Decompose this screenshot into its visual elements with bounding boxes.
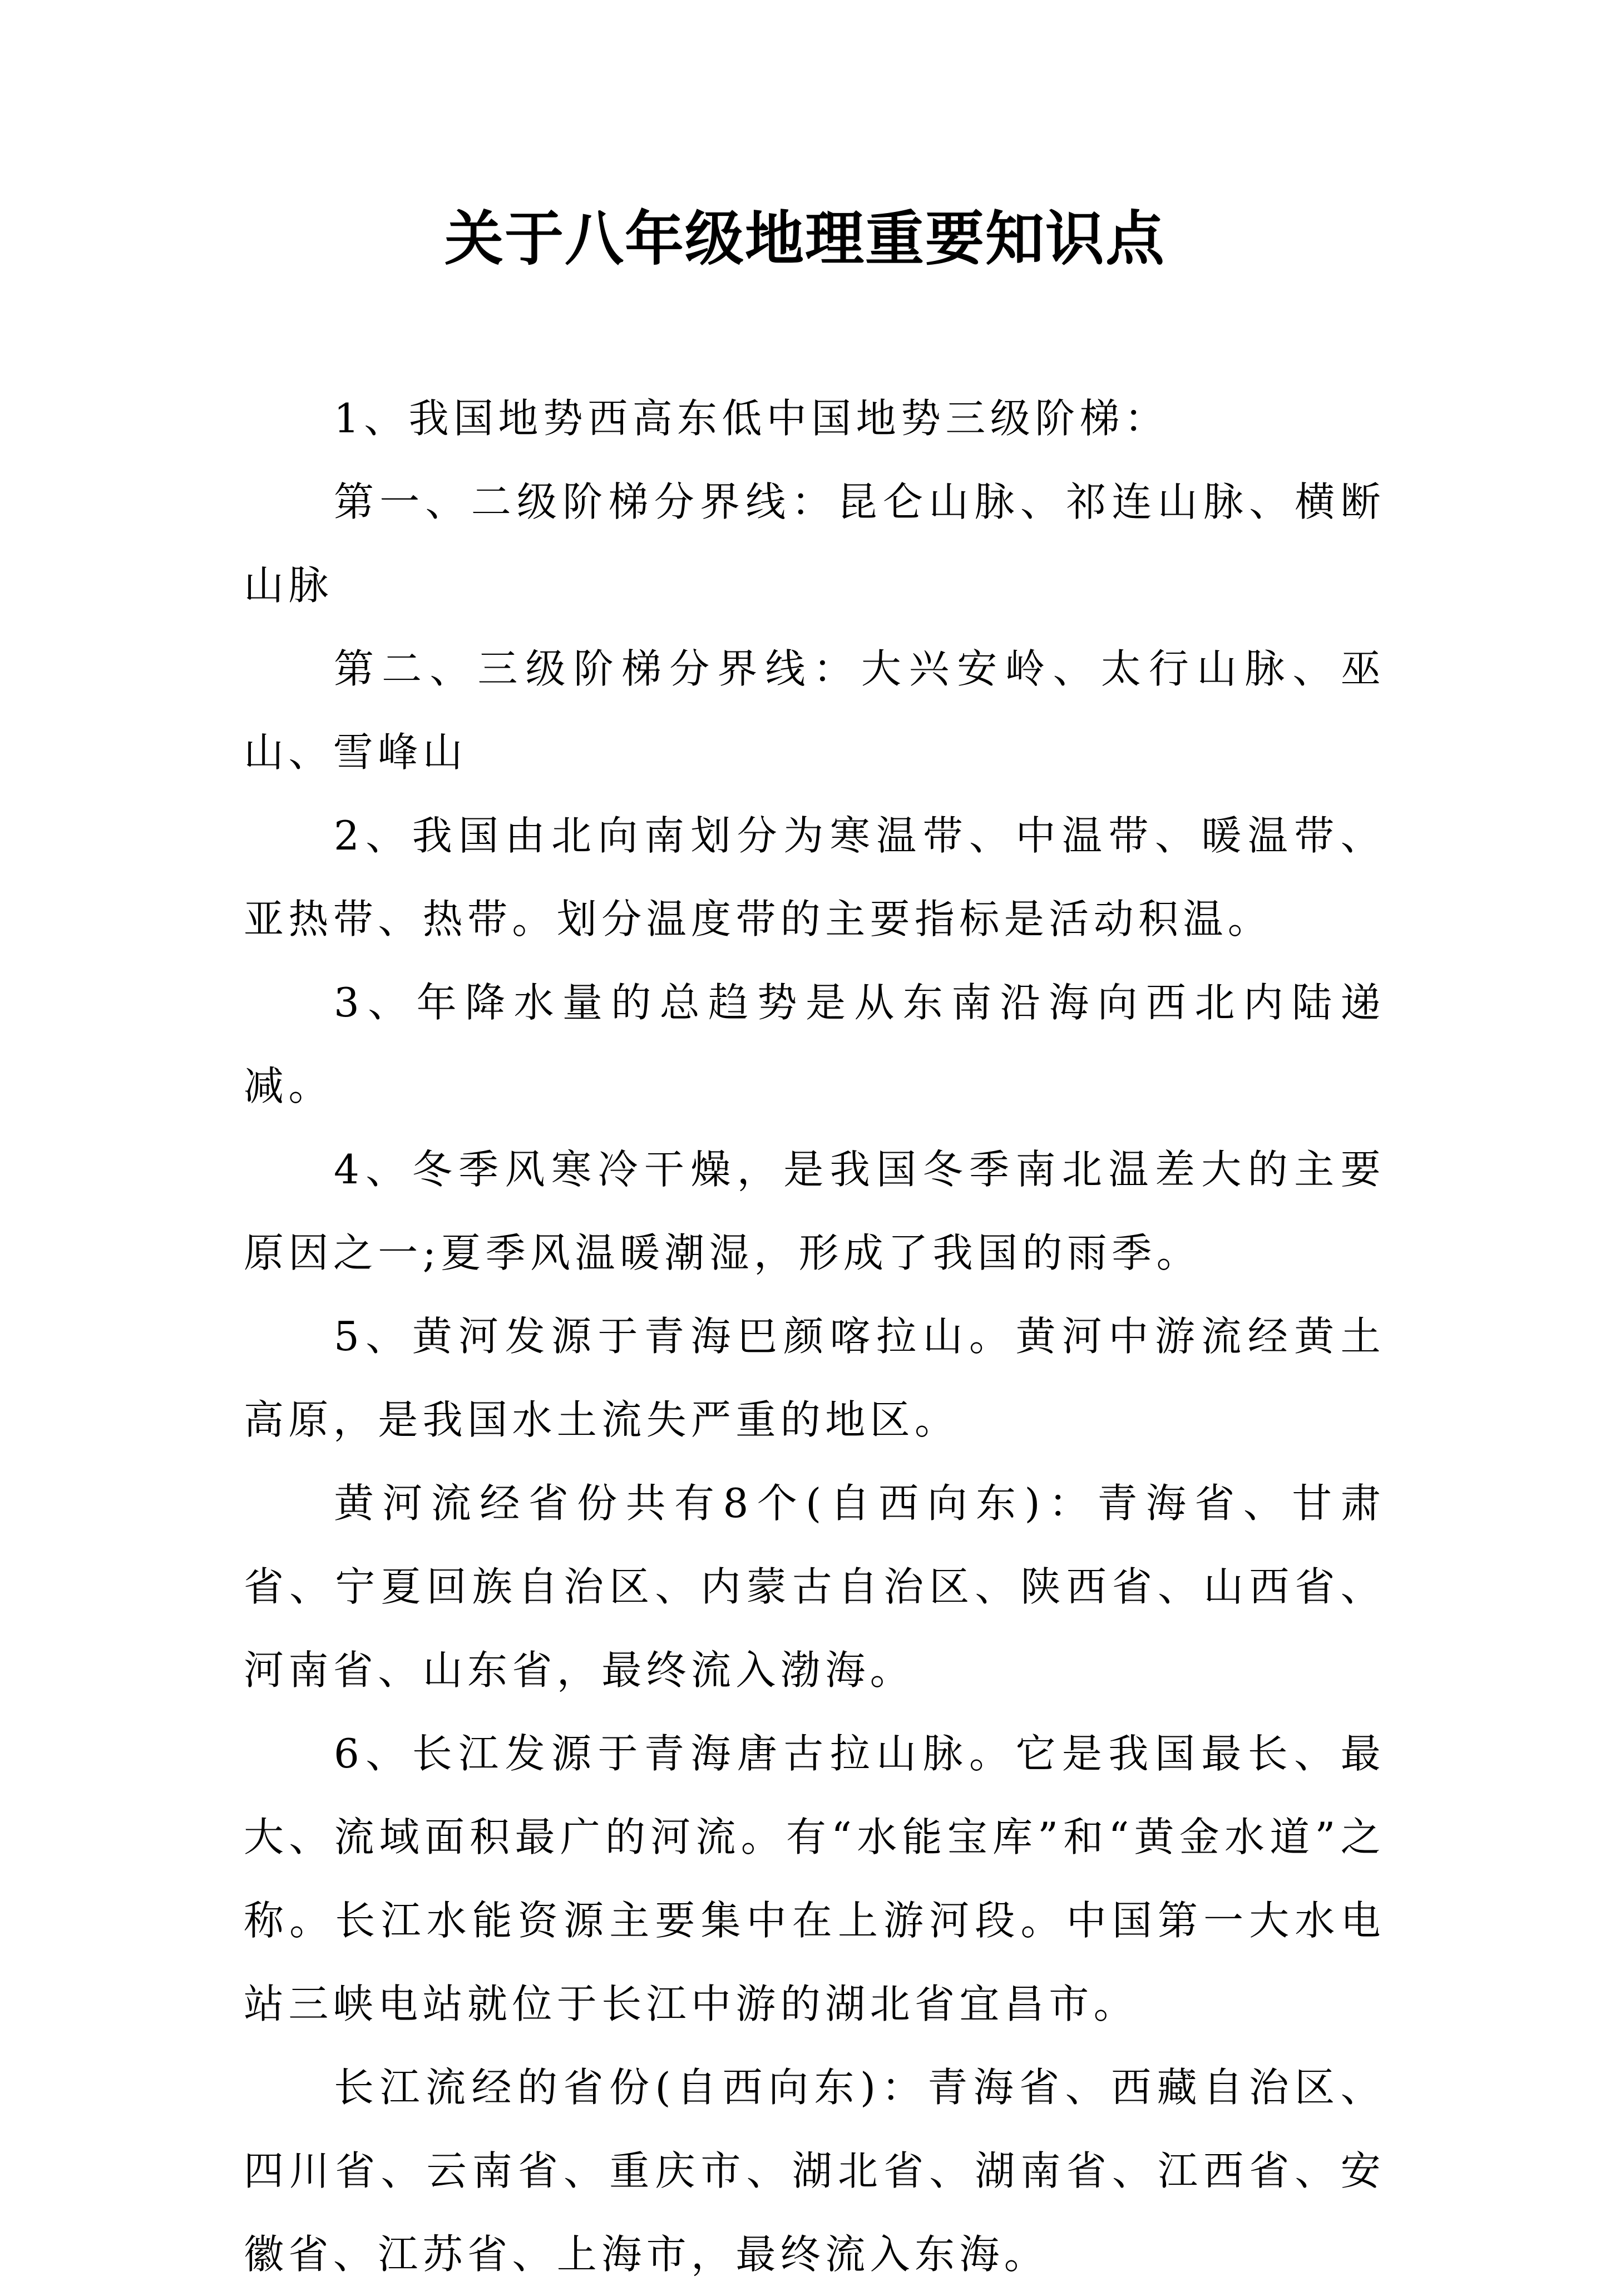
paragraph-yangtze-provinces: 长江流经的省份(自西向东)：青海省、西藏自治区、四川省、云南省、重庆市、湖北省、湖南省、江西省、安徽省、江苏省、上海市，最终流入东海。 [244, 2064, 1385, 2278]
paragraph-first-second-boundary: 第一、二级阶梯分界线：昆仑山脉、祁连山脉、横断山脉 [244, 478, 1385, 609]
paragraph-yellow-river-source: 5、黄河发源于青海巴颜喀拉山。黄河中游流经黄土高原，是我国水土流失严重的地区。 [244, 1313, 1385, 1443]
paragraph-temperature-zones: 2、我国由北向南划分为寒温带、中温带、暖温带、亚热带、热带。划分温度带的主要指标是活动积温。 [244, 812, 1385, 942]
paragraph-precipitation: 3、年降水量的总趋势是从东南沿海向西北内陆递减。 [244, 979, 1385, 1109]
paragraph-terrain-steps: 1、我国地势西高东低中国地势三级阶梯： [334, 395, 1169, 442]
paragraph-yellow-river-provinces: 黄河流经省份共有8个(自西向东)：青海省、甘肃省、宁夏回族自治区、内蒙古自治区、陕西省、山西省、河南省、山东省，最终流入渤海。 [244, 1480, 1385, 1693]
paragraph-yangtze-source: 6、长江发源于青海唐古拉山脉。它是我国最长、最大、流域面积最广的河流。有“水能宝库”和“黄金水道”之称。长江水能资源主要集中在上游河段。中国第一大水电站三峡电站就位于长江中游的湖北省宜昌市。 [244, 1730, 1385, 2027]
document-title: 关于八年级地理重要知识点 [445, 205, 1165, 273]
document-body [244, 377, 1385, 2296]
paragraph-second-third-boundary: 第二、三级阶梯分界线：大兴安岭、太行山脉、巫山、雪峰山 [244, 645, 1385, 776]
paragraph-monsoon: 4、冬季风寒冷干燥，是我国冬季南北温差大的主要原因之一;夏季风温暖潮湿，形成了我国的雨季。 [244, 1146, 1385, 1276]
